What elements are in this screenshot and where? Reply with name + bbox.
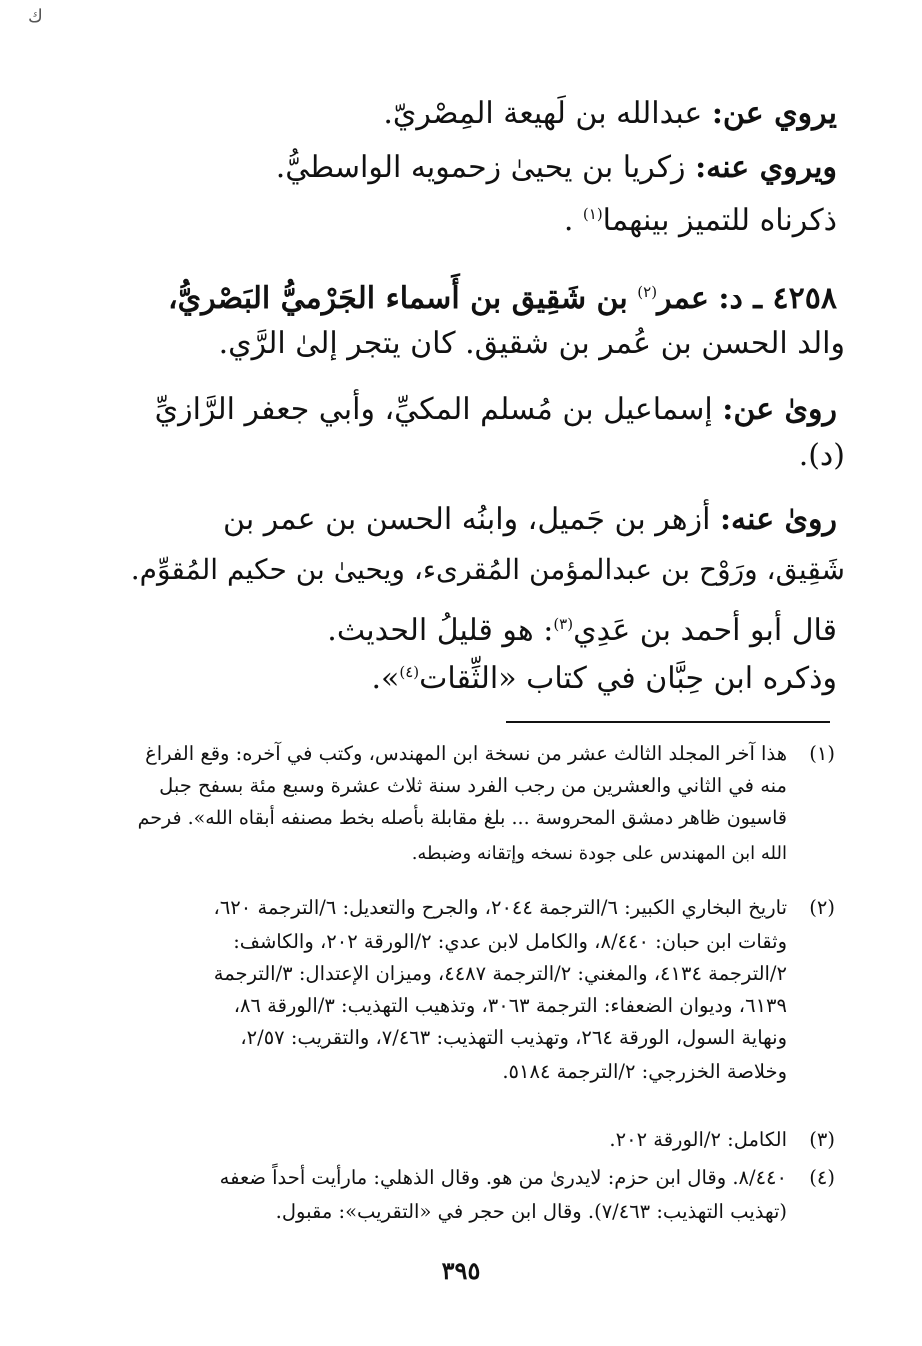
page-number: ٣٩٥ (441, 1256, 481, 1285)
ibn-hibban-mention (371, 648, 837, 703)
footnote-ref-1: (١) (582, 205, 603, 223)
footnote-2-line: ٢/الترجمة ٤١٣٤، والمغني: ٢/الترجمة ٤٤٨٧، وميزان الإعتدال: ٣/الترجمة (213, 962, 787, 985)
ibn-adi-quote-end: : هو قليلُ الحديث. (327, 613, 554, 648)
footnote-separator (506, 721, 830, 723)
entry-heading (168, 268, 837, 323)
footnote-2-line: ونهاية السول، الورقة ٢٦٤، وتهذيب التهذيب: ٧/٤٦٣، والتقريب: ٢/٥٧، (240, 1026, 787, 1049)
entry-narrated-by (223, 496, 837, 544)
footnote-2-line: ٦١٣٩، وديوان الضعفاء: الترجمة ٣٠٦٣، وتذهيب التهذيب: ٣/الورقة ٨٦، (233, 994, 787, 1017)
narrates-from-line (383, 90, 837, 138)
narrated-by-label: ويروي عنه: (695, 150, 837, 185)
footnote-2-line: وخلاصة الخزرجي: ٢/الترجمة ٥١٨٤. (502, 1060, 787, 1083)
footnote-4 (135, 1162, 835, 1232)
footnote-2-line: وثقات ابن حبان: ٨/٤٤٠، والكامل لابن عدي: ٢/الورقة ٢٠٢، والكاشف: (233, 930, 787, 953)
entry-narrates-from-cont: (د). (798, 438, 845, 473)
entry-name-rest: بن شَقِيق بن أَسماء الجَرْميُّ البَصْريُّ، (167, 281, 628, 316)
ibn-adi-quote (327, 600, 837, 655)
distinction-note-text: ذكرناه للتميز بينهما (602, 203, 837, 238)
entry-narrates-from-label: رویٰ عن: (722, 392, 837, 427)
footnote-1-line: قاسيون ظاهر دمشق المحروسة ... بلغ مقابلة بأصله بخط مصنفه أبقاه الله». فرحم (137, 807, 787, 829)
footnote-1-line: منه في الثاني والعشرين من رجب الفرد سنة ثلاث عشرة وسبع مئة بسفح جبل (159, 774, 787, 797)
entry-line-2: والد الحسن بن عُمر بن شقيق. كان يتجر إلىٰ الرَّي. (218, 326, 845, 361)
footnote-1-number: (١) (809, 742, 835, 765)
ibn-adi-quote-start: قال أبو أحمد بن عَدِي (573, 613, 837, 648)
footnote-ref-4: (٤) (399, 663, 420, 681)
ibn-hibban-end: ». (371, 661, 400, 696)
footnote-1 (135, 738, 835, 878)
entry-narrates-from (155, 386, 837, 434)
footnote-1-line: هذا آخر المجلد الثالث عشر من نسخة ابن المهندس، وكتب في آخره: وقع الفراغ (145, 742, 787, 765)
entry-narrated-by-cont: شَقِيق، ورَوْح بن عبدالمؤمن المُقرىء، ويحيىٰ بن حكيم المُقوِّم. (130, 553, 845, 586)
corner-mark: ك (28, 6, 43, 27)
entry-number: ٤٢٥٨ ـ د: (718, 281, 837, 316)
footnote-4-line: ٨/٤٤٠. وقال ابن حزم: لايدرىٰ من هو. وقال الذهلي: مارأيت أحداً ضعفه (219, 1166, 787, 1189)
ibn-hibban-start: وذكره ابن حِبَّان في كتاب «الثِّقات (419, 661, 837, 696)
footnote-ref-2: (٢) (637, 283, 658, 301)
narrated-by-text: زكريا بن يحيىٰ زحمويه الواسطيُّ. (275, 150, 686, 185)
entry-narrated-by-text: أزهر بن جَميل، وابنُه الحسن بن عمر بن (223, 502, 711, 537)
footnote-3 (135, 1124, 835, 1158)
distinction-note: ذكرناه للتميز بينهما$^{(١)}$ . (563, 203, 837, 238)
footnote-2-number: (٢) (809, 896, 835, 919)
entry-narrated-by-label: رویٰ عنه: (719, 502, 837, 537)
entry-narrates-from-text: إسماعيل بن مُسلم المكيِّ، وأبي جعفر الرَّازيِّ (154, 392, 713, 427)
footnote-4-line: (تهذيب التهذيب: ٧/٤٦٣). وقال ابن حجر في «التقريب»: مقبول. (275, 1200, 787, 1223)
footnote-ref-3: (٣) (553, 615, 574, 633)
footnote-2 (135, 892, 835, 1092)
narrates-from-label: يروي عن: (711, 96, 837, 131)
narrates-from-text: عبدالله بن لَهيعة المِصْريّ. (383, 96, 703, 131)
footnote-3-line: الكامل: ٢/الورقة ٢٠٢. (609, 1128, 787, 1151)
footnote-3-number: (٣) (809, 1128, 835, 1151)
footnote-4-number: (٤) (809, 1166, 835, 1189)
footnote-2-line: تاريخ البخاري الكبير: ٦/الترجمة ٢٠٤٤، والجرح والتعديل: ٦/الترجمة ٦٢٠، (213, 896, 787, 919)
narrated-by-line (276, 144, 837, 192)
entry-name-start: عمر (657, 281, 709, 316)
footnote-1-line: الله ابن المهندس على جودة نسخه وإتقانه وضبطه. (411, 843, 787, 864)
